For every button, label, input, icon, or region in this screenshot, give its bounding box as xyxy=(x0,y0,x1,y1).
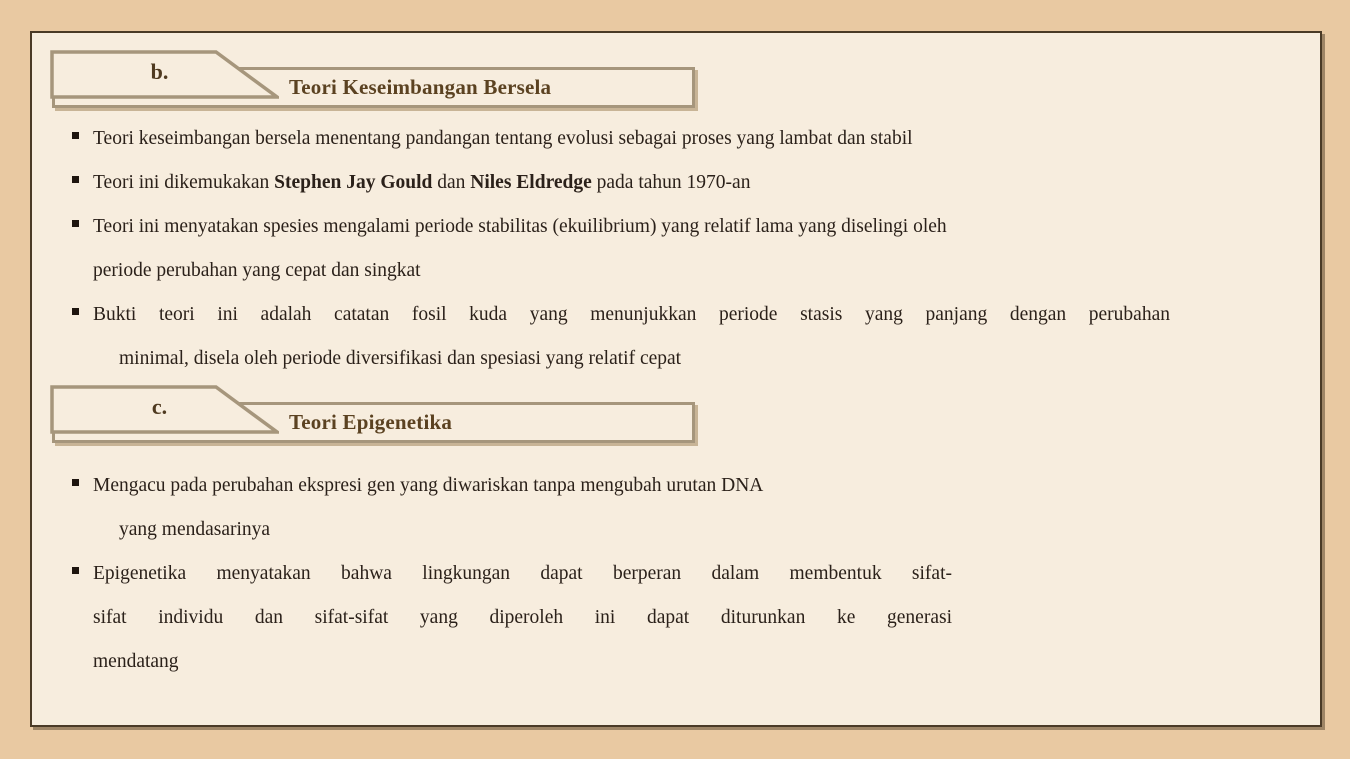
bullet-line xyxy=(93,464,1312,508)
bullet-line xyxy=(93,117,1312,161)
bullet-item xyxy=(72,552,1312,684)
text-run: Epigenetika menyatakan bahwa lingkungan dapat berperan dalam membentuk sifat- xyxy=(93,563,952,584)
section-b-title: Teori Keseimbangan Bersela xyxy=(289,75,552,99)
text-run: minimal, disela oleh periode diversifikasi dan spesiasi yang relatif cepat xyxy=(119,348,682,369)
text-run: periode perubahan yang cepat dan singkat xyxy=(93,260,421,281)
bullet-line xyxy=(93,249,1312,293)
banner-section-b xyxy=(52,50,712,125)
square-bullet-icon xyxy=(72,176,79,183)
square-bullet-icon xyxy=(72,479,79,486)
square-bullet-icon xyxy=(72,220,79,227)
square-bullet-icon xyxy=(72,132,79,139)
section-c-label: c. xyxy=(151,394,168,419)
bullet-line xyxy=(93,596,952,640)
text-run: Teori keseimbangan bersela menentang pandangan tentang evolusi sebagai proses yang lambat dan stabil xyxy=(93,128,913,149)
bullet-line xyxy=(119,508,1312,552)
bullet-item xyxy=(72,161,1312,205)
slide-panel xyxy=(30,31,1322,727)
bold-text: Niles Eldredge xyxy=(470,172,592,193)
bullet-item xyxy=(72,464,1312,552)
text-run: dan xyxy=(432,172,471,193)
bullet-line xyxy=(93,293,1170,337)
section-b-bullet-list xyxy=(72,117,1312,381)
square-bullet-icon xyxy=(72,308,79,315)
square-bullet-icon xyxy=(72,567,79,574)
bullet-item xyxy=(72,293,1312,381)
section-c-bullet-list xyxy=(72,464,1312,684)
bullet-line xyxy=(93,205,1312,249)
text-run: Mengacu pada perubahan ekspresi gen yang diwariskan tanpa mengubah urutan DNA xyxy=(93,475,764,496)
text-run: pada tahun 1970-an xyxy=(591,172,751,193)
text-run: sifat individu dan sifat-sifat yang diperoleh ini dapat diturunkan ke generasi xyxy=(93,607,952,628)
text-run: Teori ini dikemukakan xyxy=(93,172,275,193)
bullet-line xyxy=(93,161,1312,205)
bold-text: Stephen Jay Gould xyxy=(274,172,433,193)
bullet-line xyxy=(93,640,1312,684)
section-b-label: b. xyxy=(150,59,169,84)
bullet-line xyxy=(119,337,1312,381)
bullet-line xyxy=(93,552,952,596)
text-run: mendatang xyxy=(93,651,179,672)
bullet-item xyxy=(72,205,1312,293)
section-c-title: Teori Epigenetika xyxy=(289,410,453,434)
text-run: Teori ini menyatakan spesies mengalami periode stabilitas (ekuilibrium) yang relatif lama yang diselingi oleh xyxy=(93,216,947,237)
banner-section-c xyxy=(52,385,712,460)
text-run: yang mendasarinya xyxy=(119,519,271,540)
bullet-item xyxy=(72,117,1312,161)
text-run: Bukti teori ini adalah catatan fosil kuda yang menunjukkan periode stasis yang panjang dengan perubahan xyxy=(93,304,1170,325)
